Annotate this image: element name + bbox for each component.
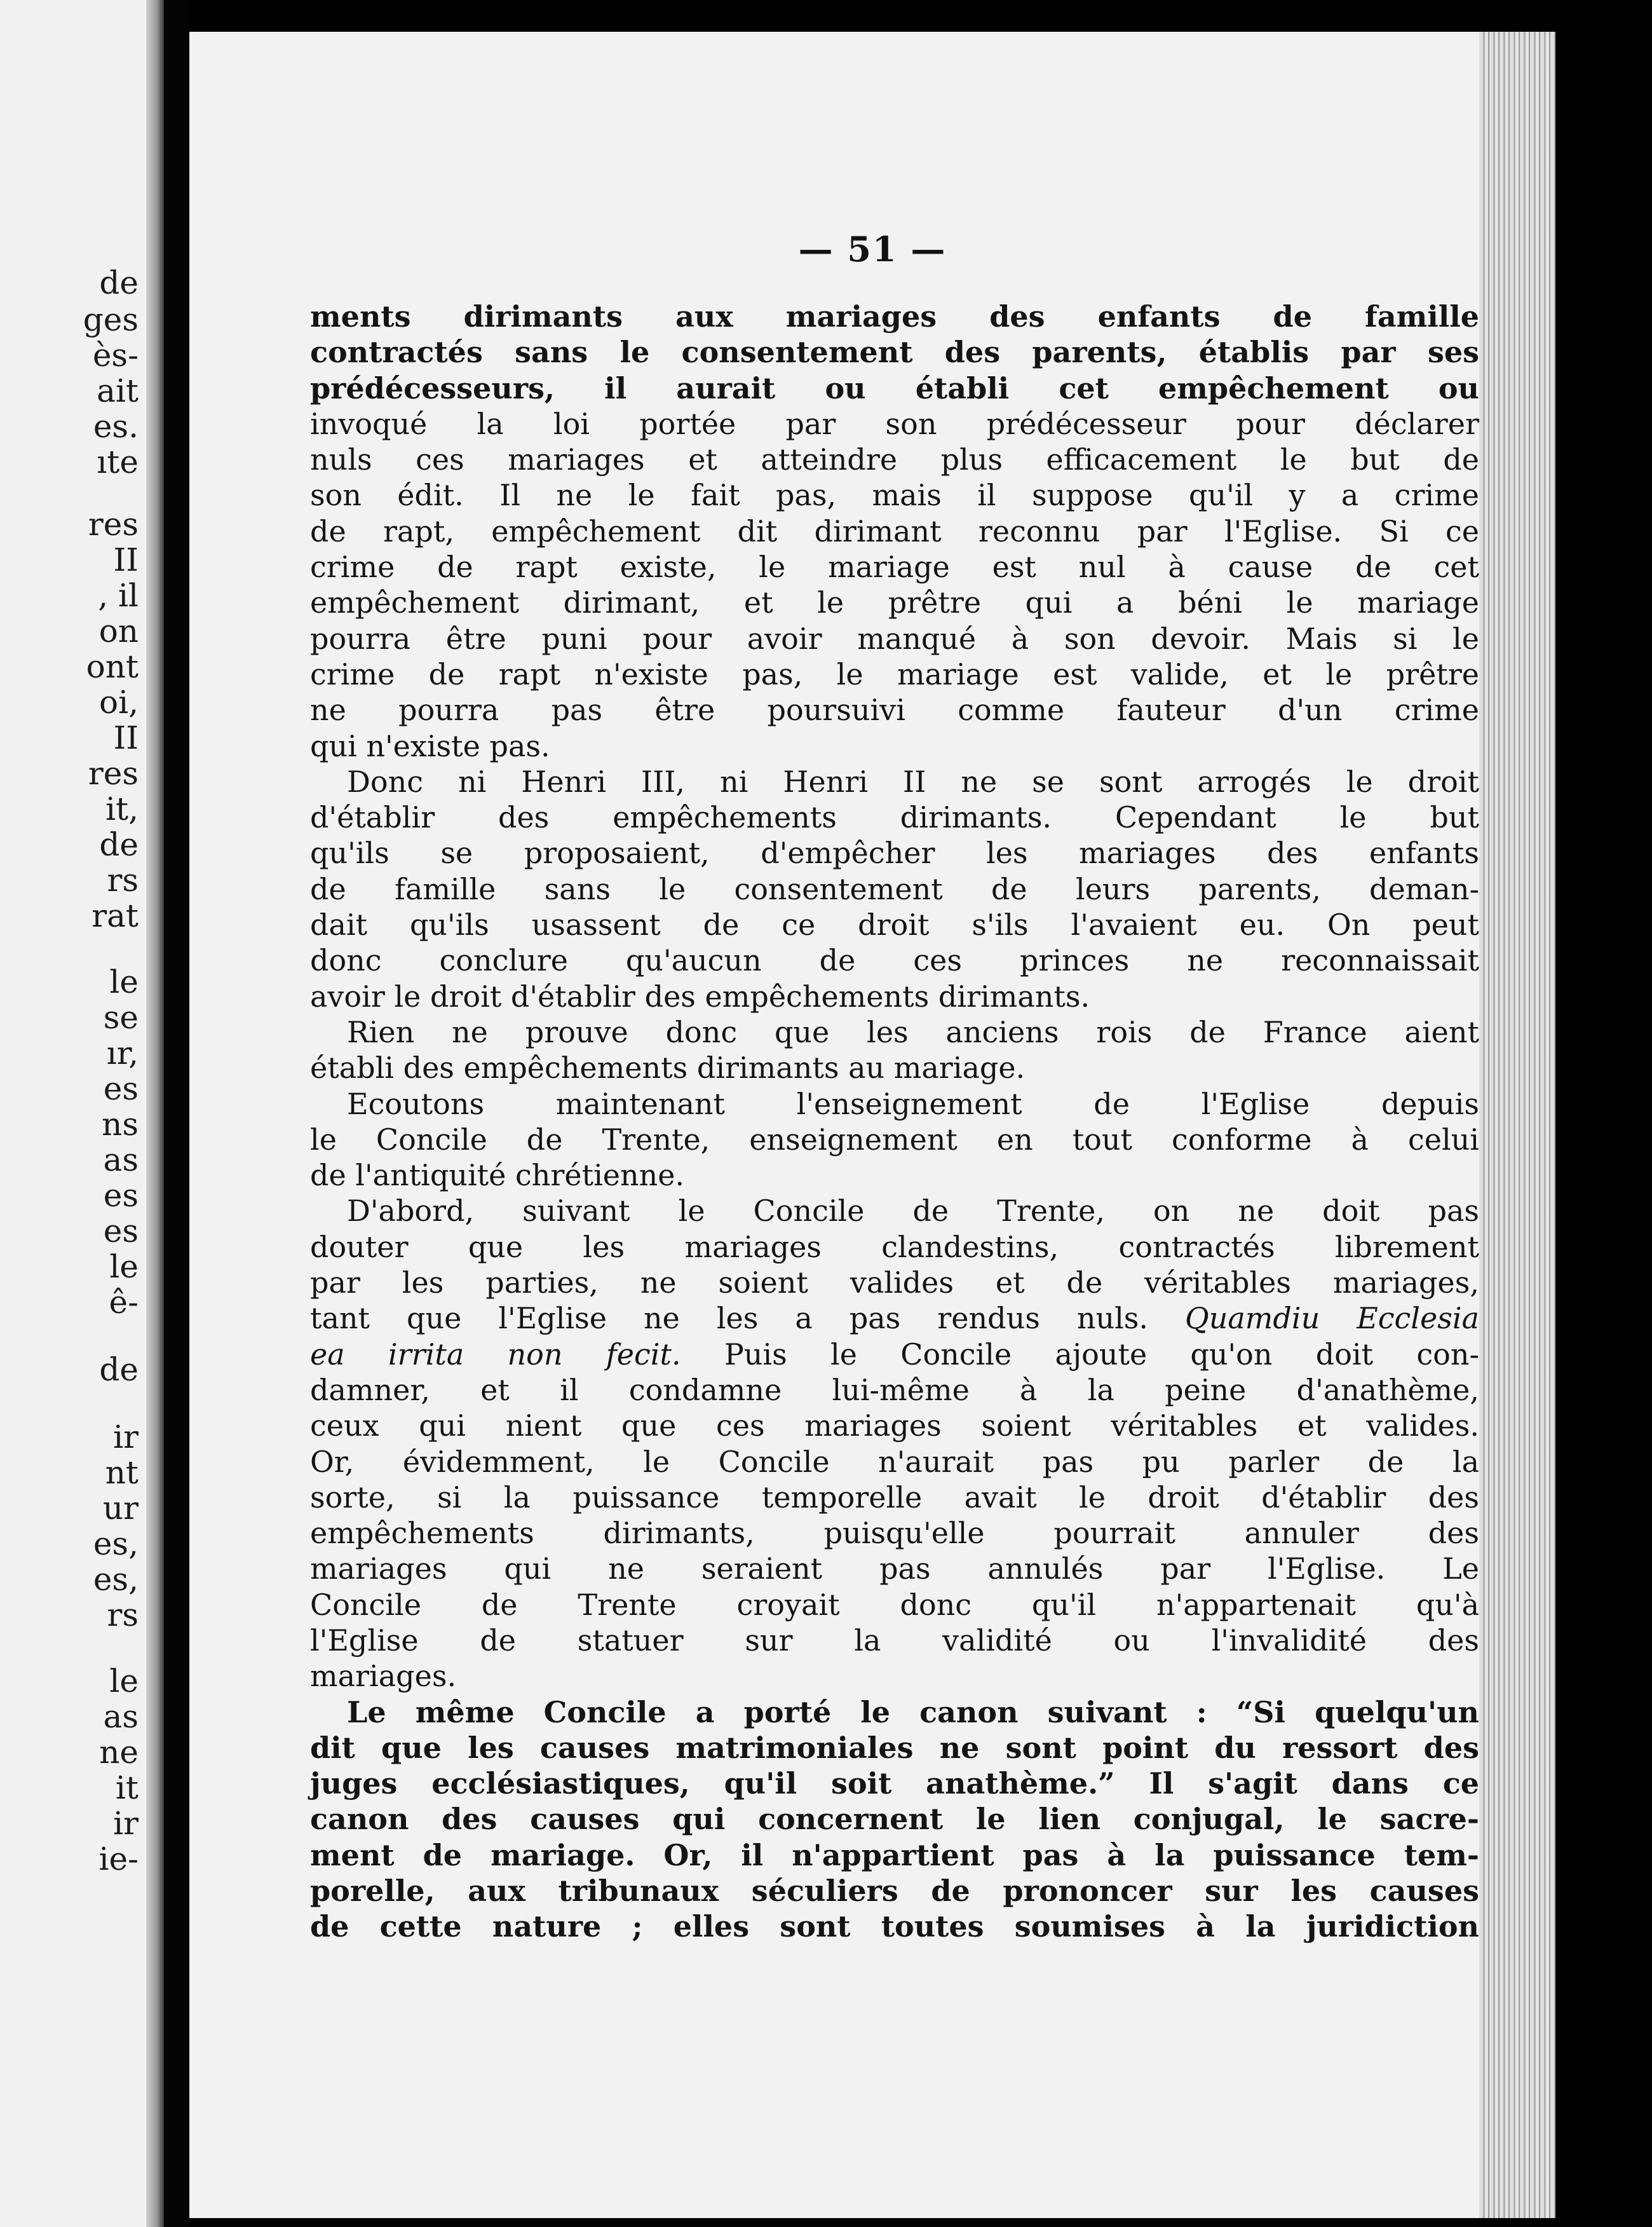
text-segment: Puis le Concile ajoute qu'on doit con- xyxy=(680,1337,1479,1372)
text-line: prédécesseurs, il aurait ou établi cet empêchement ou xyxy=(310,371,1479,405)
facing-page-fragment: oi, xyxy=(99,684,139,721)
text-line: damner, et il condamne lui-même à la peine d'anathème, xyxy=(310,1372,1479,1407)
text-line: ceux qui nient que ces mariages soient véritables et valides. xyxy=(310,1408,1479,1443)
facing-page-fragment: ir xyxy=(113,1419,139,1455)
facing-page-fragment: nt xyxy=(105,1454,139,1491)
text-line: canon des causes qui concernent le lien conjugal, le sacre- xyxy=(310,1802,1479,1837)
facing-page-fragment: le xyxy=(109,1248,139,1285)
facing-page-fragment: ie- xyxy=(98,1841,139,1877)
latin-phrase: Quamdiu Ecclesia xyxy=(1185,1301,1479,1336)
text-line: établi des empêchements dirimants au mariage. xyxy=(310,1051,1026,1086)
facing-page-fragment: ns xyxy=(102,1106,139,1143)
facing-page-fragment: as xyxy=(103,1698,139,1735)
facing-page-fragment: it xyxy=(115,1769,139,1806)
facing-page-fragment: II xyxy=(113,719,139,756)
scan-border-right xyxy=(1555,0,1652,2227)
page-edge-stack xyxy=(1479,32,1555,2218)
text-line: Donc ni Henri III, ni Henri II ne se sont arrogés le droit xyxy=(347,764,1479,799)
facing-page-fragment: de xyxy=(99,826,139,863)
text-line: invoqué la loi portée par son prédécesseur pour déclarer xyxy=(310,406,1479,441)
facing-page-fragment: de xyxy=(99,264,139,301)
book-page xyxy=(189,32,1555,2218)
facing-page-fragment: , il xyxy=(98,577,139,614)
text-line: Or, évidemment, le Concile n'aurait pas pu parler de la xyxy=(310,1444,1479,1479)
facing-page-fragment: ıte xyxy=(97,444,139,480)
text-line: avoir le droit d'établir des empêchements dirimants. xyxy=(310,979,1090,1014)
text-line: donc conclure qu'aucun de ces princes ne reconnaissait xyxy=(310,943,1479,978)
text-line: nuls ces mariages et atteindre plus efficacement le but de xyxy=(310,442,1479,477)
text-line: le Concile de Trente, enseignement en tout conforme à celui xyxy=(310,1122,1479,1157)
text-line: dit que les causes matrimoniales ne sont point du ressort des xyxy=(310,1730,1479,1765)
text-line: Concile de Trente croyait donc qu'il n'appartenait qu'à xyxy=(310,1587,1479,1622)
facing-page-fragment: ır, xyxy=(106,1035,139,1072)
text-line: qu'ils se proposaient, d'empêcher les mariages des enfants xyxy=(310,836,1479,871)
text-line: empêchement dirimant, et le prêtre qui a béni le mariage xyxy=(310,585,1479,620)
text-line: Ecoutons maintenant l'enseignement de l'Eglise depuis xyxy=(347,1086,1479,1121)
facing-page-fragment: ur xyxy=(102,1490,139,1527)
facing-page-fragment: ê- xyxy=(109,1284,139,1321)
facing-page-fragment: le xyxy=(109,1663,139,1699)
text-line: contractés sans le consentement des parents, établis par ses xyxy=(310,335,1479,370)
text-line: de rapt, empêchement dit dirimant reconnu par l'Eglise. Si ce xyxy=(310,514,1479,548)
text-line: mariages. xyxy=(310,1659,457,1694)
facing-page-fragment: ont xyxy=(86,648,139,685)
text-line: Rien ne prouve donc que les anciens rois de France aient xyxy=(347,1014,1479,1049)
facing-page-fragment: on xyxy=(98,613,139,650)
text-line: empêchements dirimants, puisqu'elle pourrait annuler des xyxy=(310,1516,1479,1551)
spine-shadow xyxy=(164,0,189,2227)
text-line: son édit. Il ne le fait pas, mais il suppose qu'il y a crime xyxy=(310,478,1479,513)
text-segment: tant que l'Eglise ne les a pas rendus nuls. xyxy=(310,1301,1186,1336)
text-line xyxy=(310,1300,1479,1336)
text-line: par les parties, ne soient valides et de véritables mariages, xyxy=(310,1265,1479,1300)
facing-page-fragment: es xyxy=(103,1070,139,1107)
facing-page-fragment: es, xyxy=(93,1525,139,1562)
facing-page-fragment: ges xyxy=(83,301,139,338)
facing-page-fragment: rs xyxy=(107,862,139,899)
facing-page-fragment: II xyxy=(113,541,139,578)
text-line: dait qu'ils usassent de ce droit s'ils l'avaient eu. On peut xyxy=(310,908,1479,943)
page-number: — 51 — xyxy=(798,229,947,269)
facing-page-fragment: res xyxy=(88,755,139,792)
text-line: D'abord, suivant le Concile de Trente, on ne doit pas xyxy=(347,1194,1479,1229)
facing-page-fragment: es xyxy=(103,1177,139,1214)
latin-phrase: ea irrita non fecit. xyxy=(310,1337,681,1372)
text-line: douter que les mariages clandestins, contractés librement xyxy=(310,1229,1479,1264)
facing-page-fragment: es, xyxy=(93,1561,139,1598)
facing-page-fragment: rs xyxy=(107,1597,139,1633)
text-line xyxy=(310,1337,1479,1372)
facing-page-fragment: es. xyxy=(93,408,139,445)
text-line: mariages qui ne seraient pas annulés par l'Eglise. Le xyxy=(310,1551,1479,1586)
body-text xyxy=(310,299,1479,1945)
facing-page-fragment: ir xyxy=(113,1805,139,1842)
facing-page-fragment: ès- xyxy=(92,337,139,374)
text-line: ment de mariage. Or, il n'appartient pas à la puissance tem- xyxy=(310,1837,1479,1872)
text-line: pourra être puni pour avoir manqué à son devoir. Mais si le xyxy=(310,621,1479,656)
text-line: ments dirimants aux mariages des enfants de famille xyxy=(310,299,1479,334)
text-line: ne pourra pas être poursuivi comme fauteur d'un crime xyxy=(310,693,1479,728)
scan-border-top xyxy=(189,0,1555,32)
facing-page-fragment: le xyxy=(109,964,139,1000)
facing-page-fragment: as xyxy=(103,1141,139,1178)
facing-page xyxy=(0,0,164,2227)
text-line: qui n'existe pas. xyxy=(310,728,550,763)
facing-page-fragment: ne xyxy=(99,1734,139,1771)
text-line: porelle, aux tribunaux séculiers de prononcer sur les causes xyxy=(310,1874,1479,1909)
facing-page-fragment: es xyxy=(103,1213,139,1250)
facing-page-fragment: rat xyxy=(91,897,139,934)
text-line: Le même Concile a porté le canon suivant : “Si quelqu'un xyxy=(347,1694,1479,1729)
text-line: crime de rapt existe, le mariage est nul à cause de cet xyxy=(310,550,1479,585)
text-line: juges ecclésiastiques, qu'il soit anathème.” Il s'agit dans ce xyxy=(310,1766,1479,1801)
text-line: de famille sans le consentement de leurs parents, deman- xyxy=(310,871,1479,906)
text-line: d'établir des empêchements dirimants. Cependant le but xyxy=(310,800,1479,835)
text-line: crime de rapt n'existe pas, le mariage est valide, et le prêtre xyxy=(310,657,1479,691)
facing-page-fragment: de xyxy=(99,1351,139,1388)
text-line: l'Eglise de statuer sur la validité ou l'invalidité des xyxy=(310,1623,1479,1658)
book-gutter xyxy=(146,0,164,2227)
facing-page-fragment: it, xyxy=(105,791,139,827)
text-line: de l'antiquité chrétienne. xyxy=(310,1158,685,1193)
facing-page-fragment: ait xyxy=(97,372,139,409)
text-line: sorte, si la puissance temporelle avait le droit d'établir des xyxy=(310,1480,1479,1515)
facing-page-fragment: se xyxy=(103,999,139,1036)
text-line: de cette nature ; elles sont toutes soumises à la juridiction xyxy=(310,1909,1479,1944)
facing-page-fragment: res xyxy=(88,506,139,543)
